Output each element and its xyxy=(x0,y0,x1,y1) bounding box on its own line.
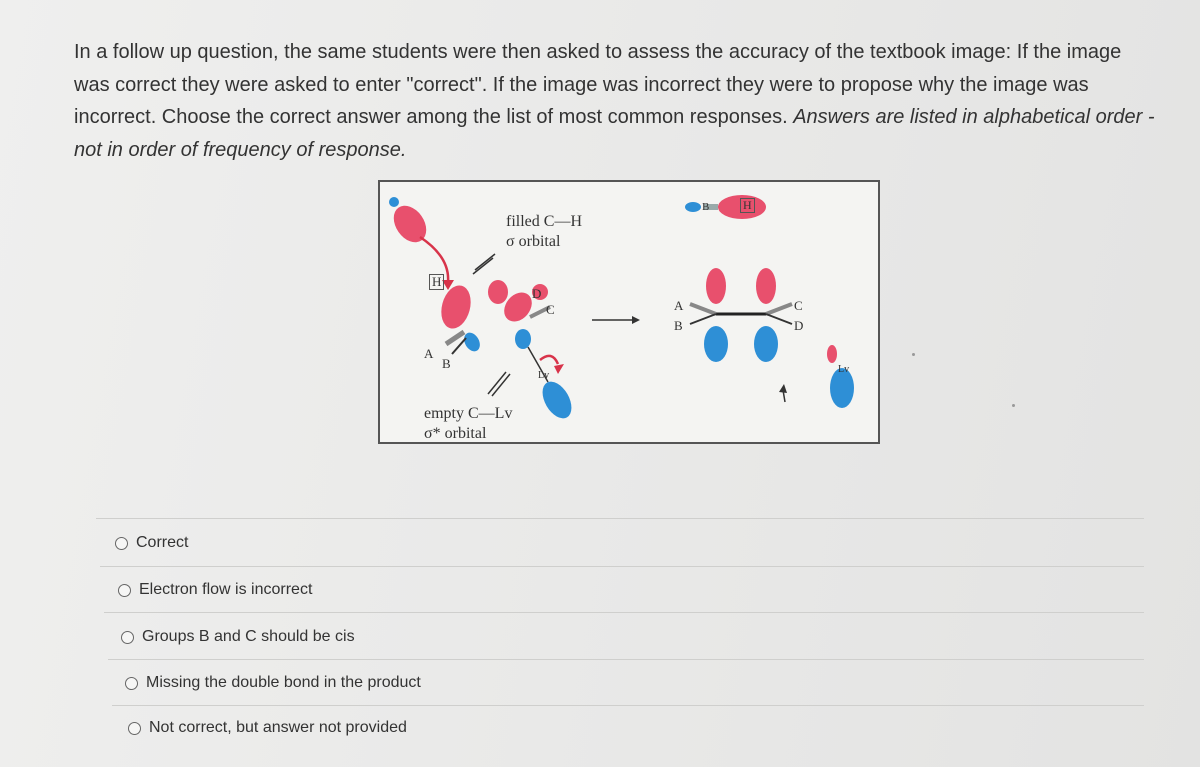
divider xyxy=(112,705,1144,706)
divider xyxy=(96,518,1144,519)
atom-label-C: C xyxy=(546,302,555,317)
atom-label-B: B xyxy=(442,356,451,371)
product-atom-Lv: Lv xyxy=(838,364,850,375)
divider xyxy=(100,566,1144,567)
empty-orbital-label-1: empty C—Lv xyxy=(424,405,513,422)
product-pi-left-top xyxy=(706,268,726,304)
filled-orbital-label-2: σ orbital xyxy=(506,233,561,250)
radio-button[interactable] xyxy=(118,584,131,597)
product-atom-A: A xyxy=(674,298,684,313)
product-atom-D: D xyxy=(794,318,804,333)
option-groups-cis[interactable] xyxy=(121,628,355,646)
product-atom-B: B xyxy=(702,201,710,213)
product-atom-H: H xyxy=(740,198,755,213)
atom-label-Lv: Lv xyxy=(538,370,550,381)
question-note-cont: not in order of frequency of response. xyxy=(74,138,407,161)
question-line-1: In a follow up question, the same students were then asked to assess the accuracy of the textbook image: If the image xyxy=(74,41,1122,63)
curved-arrow-lv xyxy=(540,356,558,364)
right-carbon-pink-lobe xyxy=(488,280,508,304)
filled-orbital-label-1: filled C—H xyxy=(506,213,582,230)
orbital-diagram xyxy=(380,182,878,442)
option-label: Missing the double bond in the product xyxy=(146,674,421,691)
radio-button[interactable] xyxy=(128,722,141,735)
product-pi-left-bottom xyxy=(704,326,728,362)
divider xyxy=(108,659,1144,660)
question-line-4 xyxy=(74,134,1164,167)
question-line-3 xyxy=(74,101,1164,134)
option-label: Groups B and C should be cis xyxy=(142,628,355,645)
radio-button[interactable] xyxy=(121,631,134,644)
radio-button[interactable] xyxy=(125,677,138,690)
option-missing-double-bond[interactable] xyxy=(125,674,421,692)
product-atom-C: C xyxy=(794,298,803,313)
option-label: Electron flow is incorrect xyxy=(139,581,313,598)
textbook-figure xyxy=(378,180,880,444)
product-pi-right-top xyxy=(756,268,776,304)
screen-speck xyxy=(1012,404,1015,407)
option-electron-flow[interactable] xyxy=(118,581,312,599)
option-label: Not correct, but answer not provided xyxy=(149,719,407,736)
question-line-2: was correct they were asked to enter "correct". If the image was incorrect they were to propose why the image was xyxy=(74,73,1089,96)
empty-orbital-label-2: σ* orbital xyxy=(424,425,487,442)
base-orbital-small-lobe xyxy=(389,197,399,207)
product-atom-B2: B xyxy=(674,318,683,333)
question-text xyxy=(74,36,1164,166)
atom-label-A: A xyxy=(424,346,434,361)
question-line-3-text: incorrect. Choose the correct answer among the list of most common responses. xyxy=(74,106,794,128)
option-not-correct[interactable] xyxy=(128,719,407,737)
question-note: Answers are listed in alphabetical order - xyxy=(793,106,1155,128)
option-correct[interactable] xyxy=(115,534,188,552)
product-pi-right-bottom xyxy=(754,326,778,362)
screen-speck xyxy=(912,353,915,356)
filled-label-arrow xyxy=(475,254,495,270)
radio-button[interactable] xyxy=(115,537,128,550)
atom-label-H: H xyxy=(429,274,444,290)
option-label: Correct xyxy=(136,534,189,551)
atom-label-D: D xyxy=(532,286,542,301)
divider xyxy=(104,612,1144,613)
